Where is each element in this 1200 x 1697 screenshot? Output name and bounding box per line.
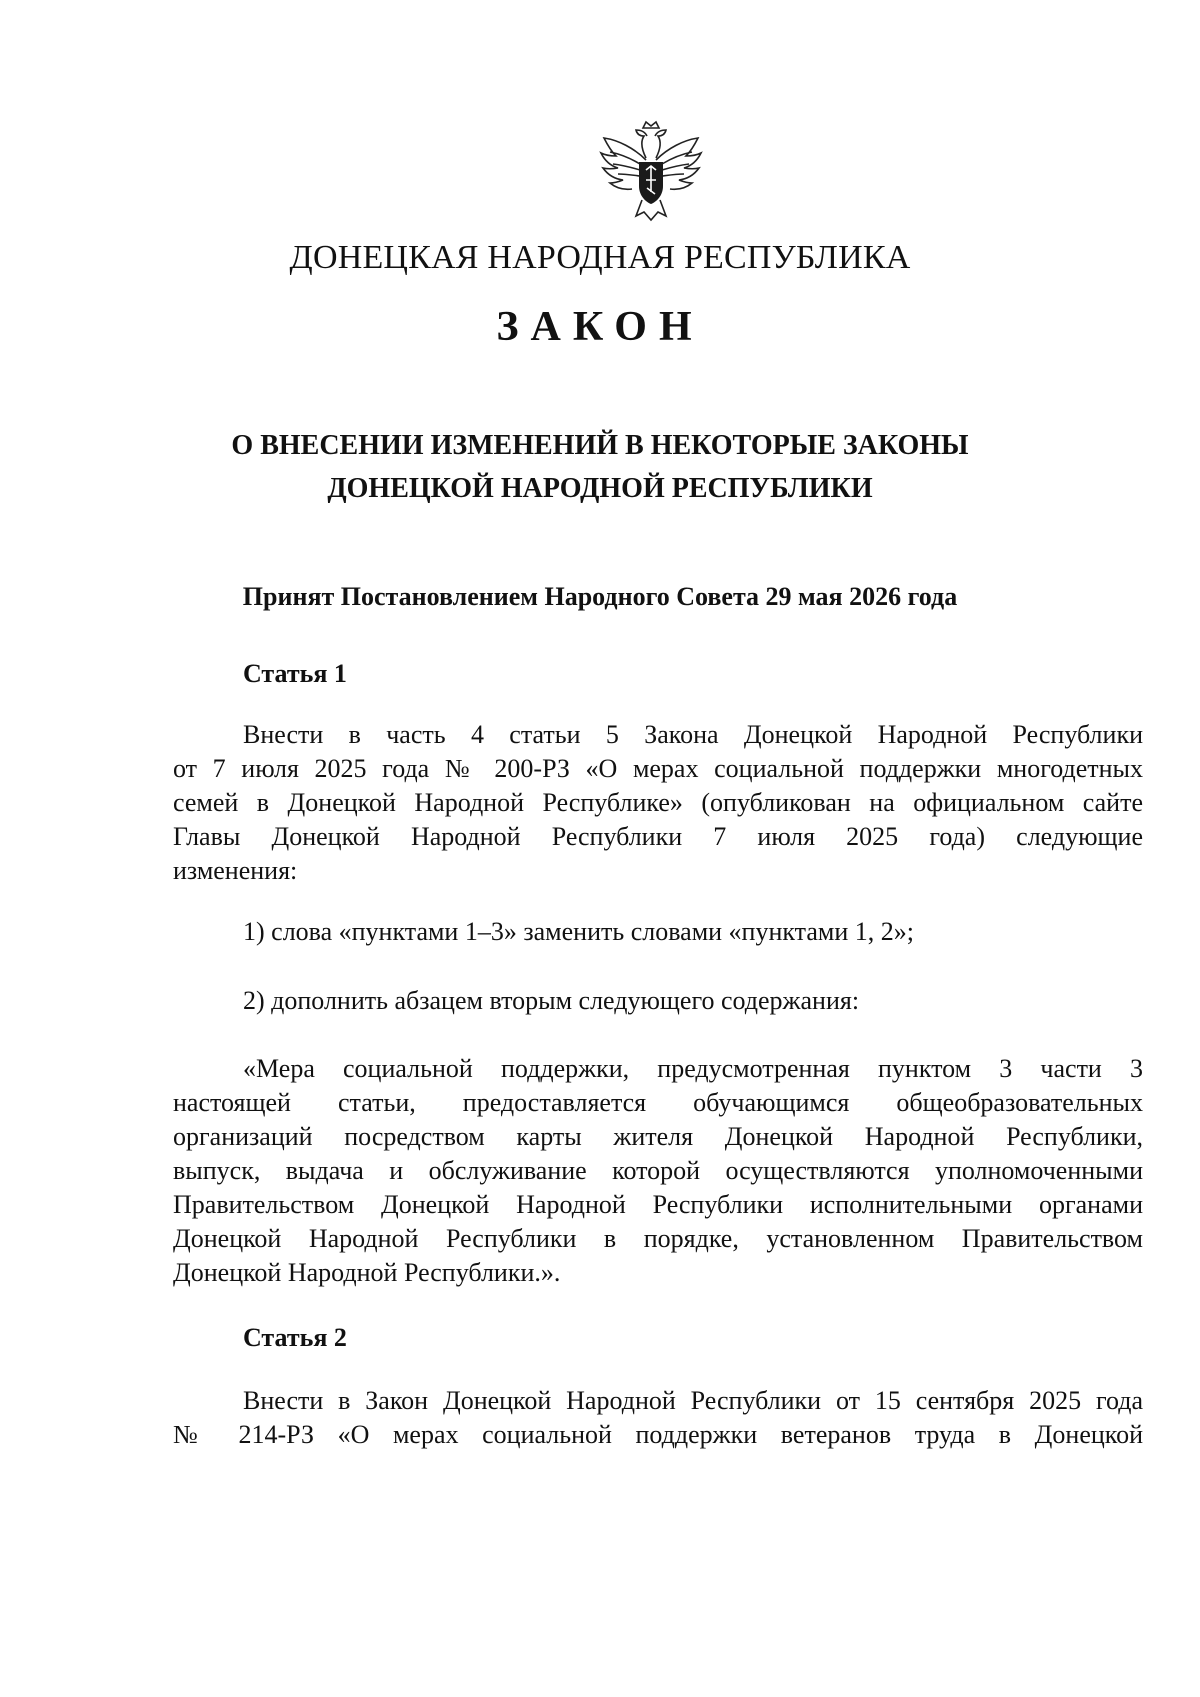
article-1-paragraph <box>173 718 1143 888</box>
article-1-heading: Статья 1 <box>243 659 347 688</box>
article-1-item-2 <box>173 984 1143 1018</box>
text-line: выпуск, выдача и обслуживание которой осуществляются уполномоченными <box>173 1156 1143 1185</box>
text-line: от 7 июля 2025 года № 200-РЗ «О мерах социальной поддержки многодетных <box>173 754 1143 783</box>
text-line: № 214-РЗ «О мерах социальной поддержки ветеранов труда в Донецкой <box>173 1420 1143 1449</box>
article-1-quoted-paragraph <box>173 1052 1143 1290</box>
text-line: 1) слова «пунктами 1–3» заменить словами «пунктами 1, 2»; <box>243 917 914 946</box>
text-line: изменения: <box>173 856 298 885</box>
text-line: «Мера социальной поддержки, предусмотренная пунктом 3 части 3 <box>243 1054 1143 1083</box>
text-line: Донецкой Народной Республики в порядке, установленном Правительством <box>173 1224 1143 1253</box>
text-line: Донецкой Народной Республики.». <box>173 1258 561 1287</box>
text-line: Внести в Закон Донецкой Народной Республики от 15 сентября 2025 года <box>243 1386 1143 1415</box>
text-line: семей в Донецкой Народной Республике» (опубликован на официальном сайте <box>173 788 1143 817</box>
republic-name: ДОНЕЦКАЯ НАРОДНАЯ РЕСПУБЛИКА <box>289 239 911 276</box>
law-title-line-1: О ВНЕСЕНИИ ИЗМЕНЕНИЙ В НЕКОТОРЫЕ ЗАКОНЫ <box>231 430 969 461</box>
article-2-heading: Статья 2 <box>243 1323 347 1352</box>
text-line: Правительством Донецкой Народной Республики исполнительными органами <box>173 1190 1143 1219</box>
text-line: Главы Донецкой Народной Республики 7 июля 2025 года) следующие <box>173 822 1143 851</box>
article-2-paragraph <box>173 1384 1143 1452</box>
text-line: организаций посредством карты жителя Донецкой Народной Республики, <box>173 1122 1143 1151</box>
adoption-statement: Принят Постановлением Народного Совета 29 мая 2026 года <box>242 582 958 611</box>
text-line: Внести в часть 4 статьи 5 Закона Донецкой Народной Республики <box>243 720 1143 749</box>
document-type: ЗАКОН <box>496 304 704 350</box>
text-line: 2) дополнить абзацем вторым следующего содержания: <box>243 986 860 1015</box>
text-line: настоящей статьи, предоставляется обучающимся общеобразовательных <box>173 1088 1143 1117</box>
law-title-line-2: ДОНЕЦКОЙ НАРОДНОЙ РЕСПУБЛИКИ <box>327 473 873 504</box>
coat-of-arms-icon <box>596 118 706 228</box>
article-1-item-1 <box>173 915 1143 949</box>
